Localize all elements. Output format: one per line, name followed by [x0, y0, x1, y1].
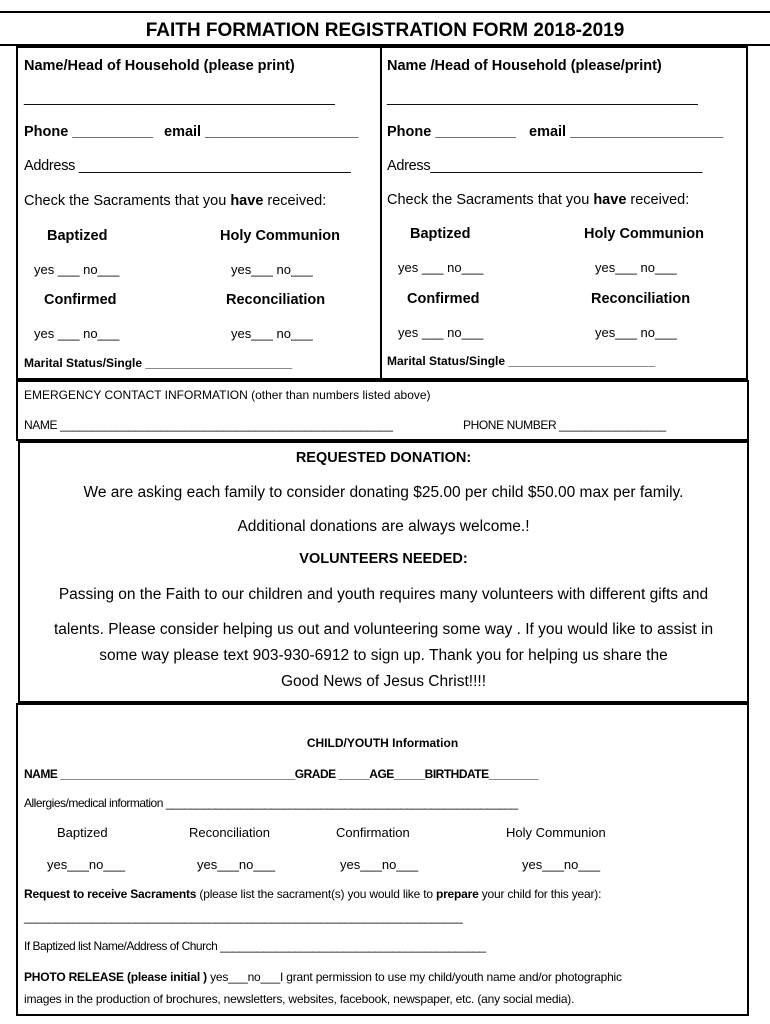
prompt-pre: Check the Sacraments that you	[24, 193, 231, 209]
phone-field[interactable]: Phone __________	[24, 124, 153, 140]
photo-release-label: PHOTO RELEASE (please initial )	[24, 970, 207, 984]
prompt-pre: Check the Sacraments that you	[387, 192, 594, 208]
child-heading: CHILD/YOUTH Information	[306, 736, 459, 750]
child-communion-yes-no[interactable]: yes___no___	[522, 857, 601, 872]
volunteers-heading: VOLUNTEERS NEEDED:	[299, 551, 468, 567]
volunteer-line-2: talents. Please consider helping us out and volunteering some way . If you would like to assist in	[53, 621, 714, 638]
reconciliation-label: Reconciliation	[226, 292, 326, 308]
marital-status-field[interactable]: Marital Status/Single ______________________	[24, 356, 293, 370]
name-field[interactable]: ________________________________________	[24, 90, 335, 106]
child-communion-label: Holy Communion	[506, 825, 606, 840]
name-field[interactable]: ________________________________________	[387, 90, 698, 106]
reconciliation-yes-no[interactable]: yes___ no___	[595, 325, 677, 340]
request-end: your child for this year):	[478, 887, 602, 901]
holy-communion-label: Holy Communion	[220, 228, 341, 244]
name-label: Name/Head of Household (please print)	[24, 58, 295, 74]
email-field[interactable]: email ___________________	[529, 124, 724, 140]
emergency-name-field[interactable]: NAME _____________________________________________________	[24, 418, 393, 432]
child-confirmation-label: Confirmation	[336, 825, 410, 840]
request-sacraments-text	[24, 887, 601, 901]
child-reconciliation-yes-no[interactable]: yes___no___	[197, 857, 276, 872]
photo-release-line-1	[24, 970, 622, 984]
donation-line-1: We are asking each family to consider donating $25.00 per child $50.00 max per family.	[83, 484, 684, 501]
volunteer-line-3: some way please text 903-930-6912 to sign up. Thank you for helping us share the	[99, 647, 668, 664]
prompt-post: received:	[263, 193, 327, 209]
confirmed-label: Confirmed	[407, 291, 480, 307]
volunteer-line-4: Good News of Jesus Christ!!!!	[280, 673, 487, 690]
reconciliation-yes-no[interactable]: yes___ no___	[231, 326, 313, 341]
child-confirmation-yes-no[interactable]: yes___no___	[340, 857, 419, 872]
name-label: Name /Head of Household (please/print)	[387, 58, 662, 74]
emergency-heading: EMERGENCY CONTACT INFORMATION (other than numbers listed above)	[24, 388, 431, 402]
volunteer-line-1: Passing on the Faith to our children and youth requires many volunteers with different gifts and	[58, 586, 709, 603]
child-baptized-yes-no[interactable]: yes___no___	[47, 857, 126, 872]
baptized-yes-no[interactable]: yes ___ no___	[398, 260, 484, 275]
request-sacraments-field[interactable]: _______________________________________________________________________	[24, 910, 463, 924]
prompt-bold: have	[593, 192, 627, 208]
communion-yes-no[interactable]: yes___ no___	[595, 260, 677, 275]
allergies-field[interactable]: Allergies/medical information _________________________________________________________	[24, 796, 518, 810]
request-bold: Request to receive Sacraments	[24, 887, 197, 901]
baptized-label: Baptized	[47, 228, 108, 244]
marital-status-field[interactable]: Marital Status/Single ______________________	[387, 354, 656, 368]
sacraments-prompt	[24, 193, 326, 209]
page-title: FAITH FORMATION REGISTRATION FORM 2018-2019	[145, 20, 625, 41]
donation-heading: REQUESTED DONATION:	[295, 450, 472, 466]
email-field[interactable]: email ___________________	[164, 124, 359, 140]
baptized-label: Baptized	[410, 226, 471, 242]
communion-yes-no[interactable]: yes___ no___	[231, 262, 313, 277]
photo-release-text[interactable]: yes___no___I grant permission to use my child/youth name and/or photographic	[206, 970, 622, 984]
prompt-post: received:	[626, 192, 690, 208]
photo-release-line-2: images in the production of brochures, newsletters, websites, facebook, newspaper, etc. (any social media).	[24, 992, 575, 1006]
prompt-bold: have	[230, 193, 264, 209]
child-name-field[interactable]: NAME ______________________________________GRADE _____AGE_____BIRTHDATE________	[24, 767, 539, 781]
holy-communion-label: Holy Communion	[584, 226, 705, 242]
reconciliation-label: Reconciliation	[591, 291, 691, 307]
confirmed-label: Confirmed	[44, 292, 117, 308]
baptized-yes-no[interactable]: yes ___ no___	[34, 262, 120, 277]
baptized-church-field[interactable]: If Baptized list Name/Address of Church ___________________________________________	[24, 939, 486, 953]
confirmed-yes-no[interactable]: yes ___ no___	[34, 326, 120, 341]
child-reconciliation-label: Reconciliation	[189, 825, 270, 840]
confirmed-yes-no[interactable]: yes ___ no___	[398, 325, 484, 340]
request-prepare: prepare	[435, 887, 479, 901]
address-field[interactable]: Adress___________________________________	[387, 158, 703, 174]
phone-field[interactable]: Phone __________	[387, 124, 516, 140]
sacraments-prompt	[387, 192, 689, 208]
emergency-phone-field[interactable]: PHONE NUMBER _________________	[463, 418, 666, 432]
top-rule	[0, 11, 770, 13]
address-field[interactable]: Address ___________________________________	[24, 158, 351, 174]
donation-line-2: Additional donations are always welcome.!	[237, 518, 530, 535]
child-baptized-label: Baptized	[57, 825, 108, 840]
request-mid: (please list the sacrament(s) you would like to	[196, 887, 436, 901]
